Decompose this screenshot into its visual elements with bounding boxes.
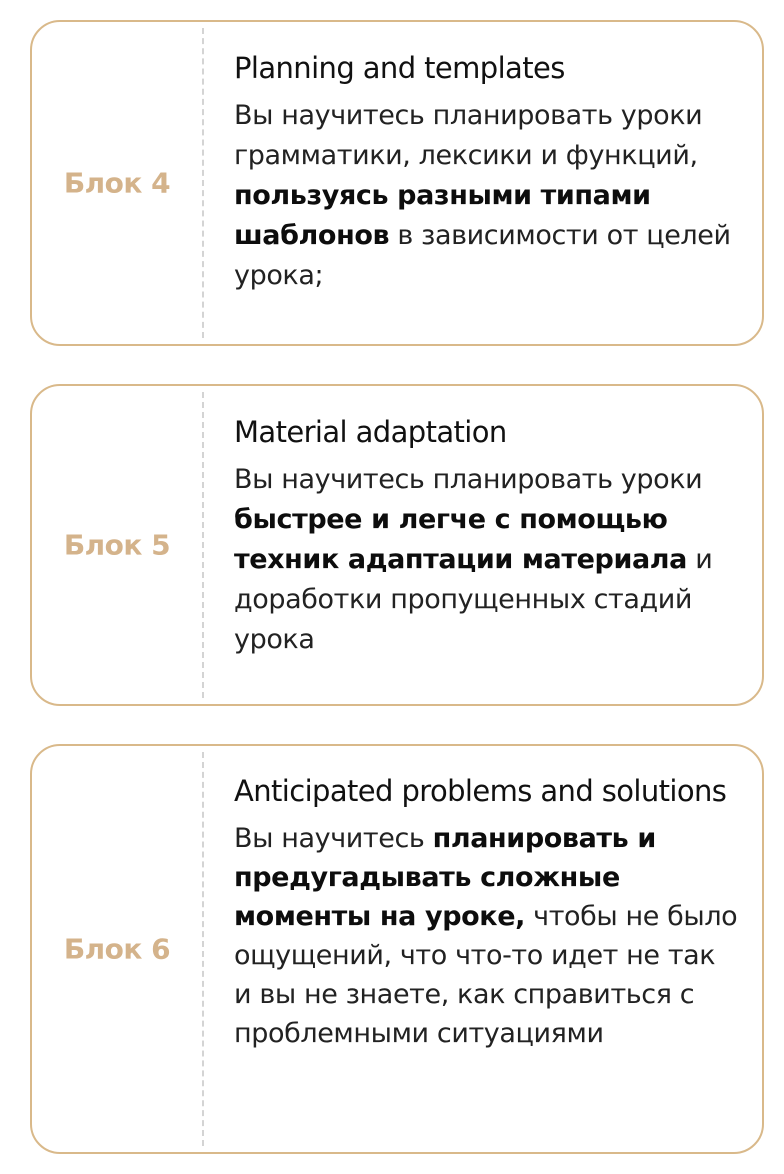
block-number-label: Блок 4 — [63, 166, 171, 200]
block-card — [30, 20, 764, 346]
description-text: и доработки пропущенных стадий урока — [234, 544, 713, 655]
description-text: Вы научитесь планировать уроки грамматики, лексики и функций, — [234, 100, 703, 171]
description-text: Вы научитесь планировать уроки — [234, 464, 703, 495]
block-description — [234, 96, 738, 296]
dashed-divider — [202, 752, 204, 1146]
description-bold-text: пользуясь разными типами шаблонов — [234, 180, 651, 251]
block-title: Planning and templates — [234, 51, 565, 85]
description-text: Вы научитесь — [234, 823, 433, 854]
dashed-divider — [202, 392, 204, 698]
description-bold-text: планировать и предугадывать сложные моменты на уроке, — [234, 823, 656, 932]
block-number-label: Блок 5 — [63, 528, 171, 562]
block-title: Anticipated problems and solutions — [234, 774, 727, 808]
block-content — [234, 776, 738, 1053]
dashed-divider — [202, 28, 204, 338]
description-bold-text: быстрее и легче с помощью техник адаптации материала — [234, 504, 688, 575]
block-description — [234, 460, 738, 660]
description-text: в зависимости от целей урока; — [234, 220, 731, 291]
block-content — [234, 416, 738, 660]
block-number-label: Блок 6 — [63, 932, 171, 966]
block-description — [234, 819, 738, 1053]
description-text: чтобы не было ощущений, что что-то идет не так и вы не знаете, как справиться с проблемными ситуациями — [234, 901, 738, 1049]
block-content — [234, 52, 738, 296]
block-card — [30, 384, 764, 706]
block-title: Material adaptation — [234, 415, 507, 449]
block-card — [30, 744, 764, 1154]
